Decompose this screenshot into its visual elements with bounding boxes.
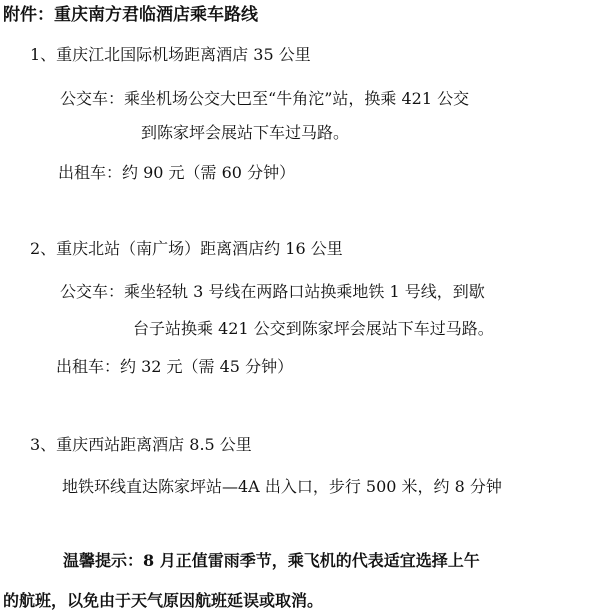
bus-route-continuation: 台子站换乘 421 公交到陈家坪会展站下车过马路。 <box>133 319 494 338</box>
bus-label: 公交车： <box>60 282 125 301</box>
bus-label: 公交车： <box>60 89 125 108</box>
route-heading: 1、重庆江北国际机场距离酒店 35 公里 <box>30 45 311 64</box>
route-heading: 2、重庆北站（南广场）距离酒店约 16 公里 <box>30 239 343 258</box>
route-heading: 3、重庆西站距离酒店 8.5 公里 <box>30 435 252 454</box>
metro-info: 地铁环线直达陈家坪站—4A 出入口，步行 500 米，约 8 分钟 <box>62 477 502 496</box>
page-title: 附件：重庆南方君临酒店乘车路线 <box>3 5 258 25</box>
bus-route-text: 乘坐机场公交大巴至“牛角沱”站，换乘 421 公交 <box>124 89 470 108</box>
notice-line: 温馨提示：8 月正值雷雨季节，乘飞机的代表适宜选择上午 <box>63 551 480 570</box>
taxi-info: 出租车：约 32 元（需 45 分钟） <box>56 357 294 376</box>
taxi-info: 出租车：约 90 元（需 60 分钟） <box>58 163 296 182</box>
bus-route-line <box>60 281 485 303</box>
bus-route-continuation: 到陈家坪会展站下车过马路。 <box>141 123 350 142</box>
notice-line: 的航班，以免由于天气原因航班延误或取消。 <box>3 591 324 610</box>
bus-route-line <box>60 88 469 110</box>
bus-route-text: 乘坐轻轨 3 号线在两路口站换乘地铁 1 号线，到歇 <box>124 282 485 301</box>
